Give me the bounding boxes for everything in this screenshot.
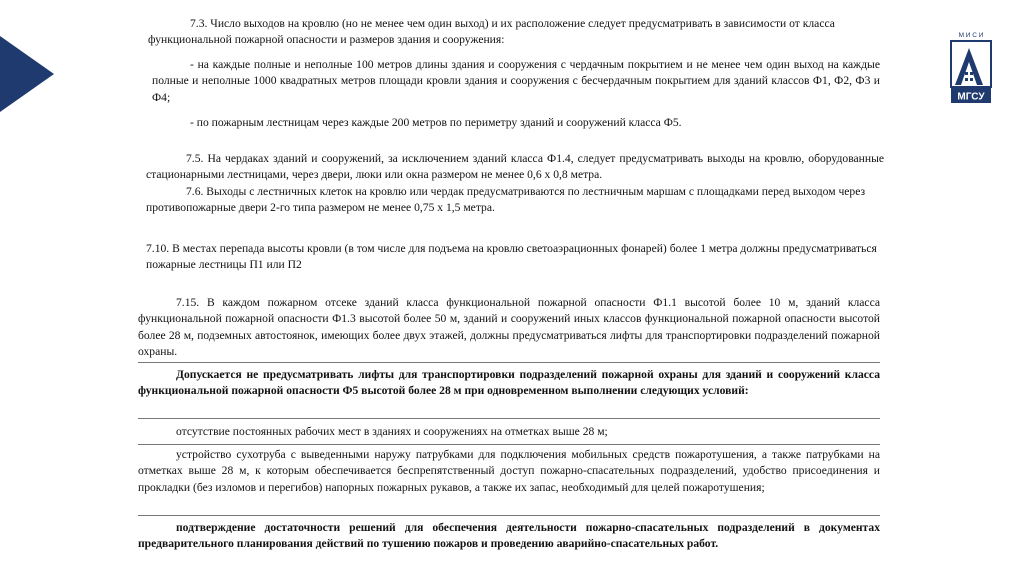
- logo-bottom-text: МГСУ: [957, 91, 985, 103]
- clause-7-6: 7.6. Выходы с лестничных клеток на кровлю или чердак предусматриваются по лестничным маршам с площадками перед выходом через противопожарные двери 2-го типа размером не менее 0,75 х 1,5 метра.: [146, 185, 866, 215]
- clause-7-15: 7.15. В каждом пожарном отсеке зданий класса функциональной пожарной опасности Ф1.1 высотой более 10 м, зданий класса функциональной пожарной опасности Ф1.3 высотой более 50 м, зданий и сооружений иных классов функциональной пожарной опасности высотой более 28 м, подземных автостоянок, имеющих более двух этажей, должны предусматриваться лифты для транспортировки подразделений пожарной охраны.: [138, 296, 880, 359]
- clause-7-3-item-ladders: - по пожарным лестницам через каждые 200 метров по периметру зданий и сооружений класса Ф5.: [190, 116, 682, 129]
- condition-planning-documents: подтверждение достаточности решений для обеспечения деятельности пожарно-спасательных подразделений в документах предварительного планирования действий по тушению пожаров и проведению аварийно-спасательных работ.: [138, 521, 880, 551]
- condition-no-workplaces: отсутствие постоянных рабочих мест в зданиях и сооружениях на отметках выше 28 м;: [176, 425, 608, 438]
- logo-top-text: М И С И: [958, 32, 984, 39]
- mgsu-logo: [944, 28, 998, 110]
- navigation-arrow-icon: [0, 36, 58, 112]
- exemption-heading: Допускается не предусматривать лифты для транспортировки подразделений пожарной охраны для зданий и сооружений класса функциональной пожарной опасности Ф5 высотой более 28 м при одновременном выполнении следующих условий:: [138, 368, 880, 398]
- separator-line: [138, 444, 880, 445]
- clause-7-3: 7.3. Число выходов на кровлю (но не менее чем один выход) и их расположение следует предусматривать в зависимости от класса функциональной пожарной опасности и размеров здания и сооружения:: [148, 17, 835, 47]
- condition-dry-pipe: устройство сухотруба с выведенными наружу патрубками для подключения мобильных средств пожаротушения, а также патрубками на отметках выше 28 м, к которым обеспечивается беспрепятственный доступ пожарно-спасательных подразделений, удобство присоединения и прокладки (без изломов и перегибов) напорных пожарных рукавов, а также их запас, необходимый для целей пожаротушения;: [138, 448, 880, 494]
- separator-line: [138, 515, 880, 516]
- clause-7-5: 7.5. На чердаках зданий и сооружений, за исключением зданий класса Ф1.4, следует предусматривать выходы на кровлю, оборудованные стационарными лестницами, через двери, люки или окна размером не менее 0,6 х 0,8 метра.: [146, 152, 884, 182]
- separator-line: [138, 418, 880, 419]
- clause-7-10: 7.10. В местах перепада высоты кровли (в том числе для подъема на кровлю светоаэрационных фонарей) более 1 метра должны предусматриваться пожарные лестницы П1 или П2: [146, 242, 877, 272]
- clause-7-3-item-length: - на каждые полные и неполные 100 метров длины здания и сооружения с чердачным покрытием и не менее чем один выход на каждые полные и неполные 1000 квадратных метров площади кровли здания и сооружения с бесчердачным покрытием для зданий классов Ф1, Ф2, Ф3 и Ф4;: [152, 58, 880, 104]
- separator-line: [138, 362, 880, 363]
